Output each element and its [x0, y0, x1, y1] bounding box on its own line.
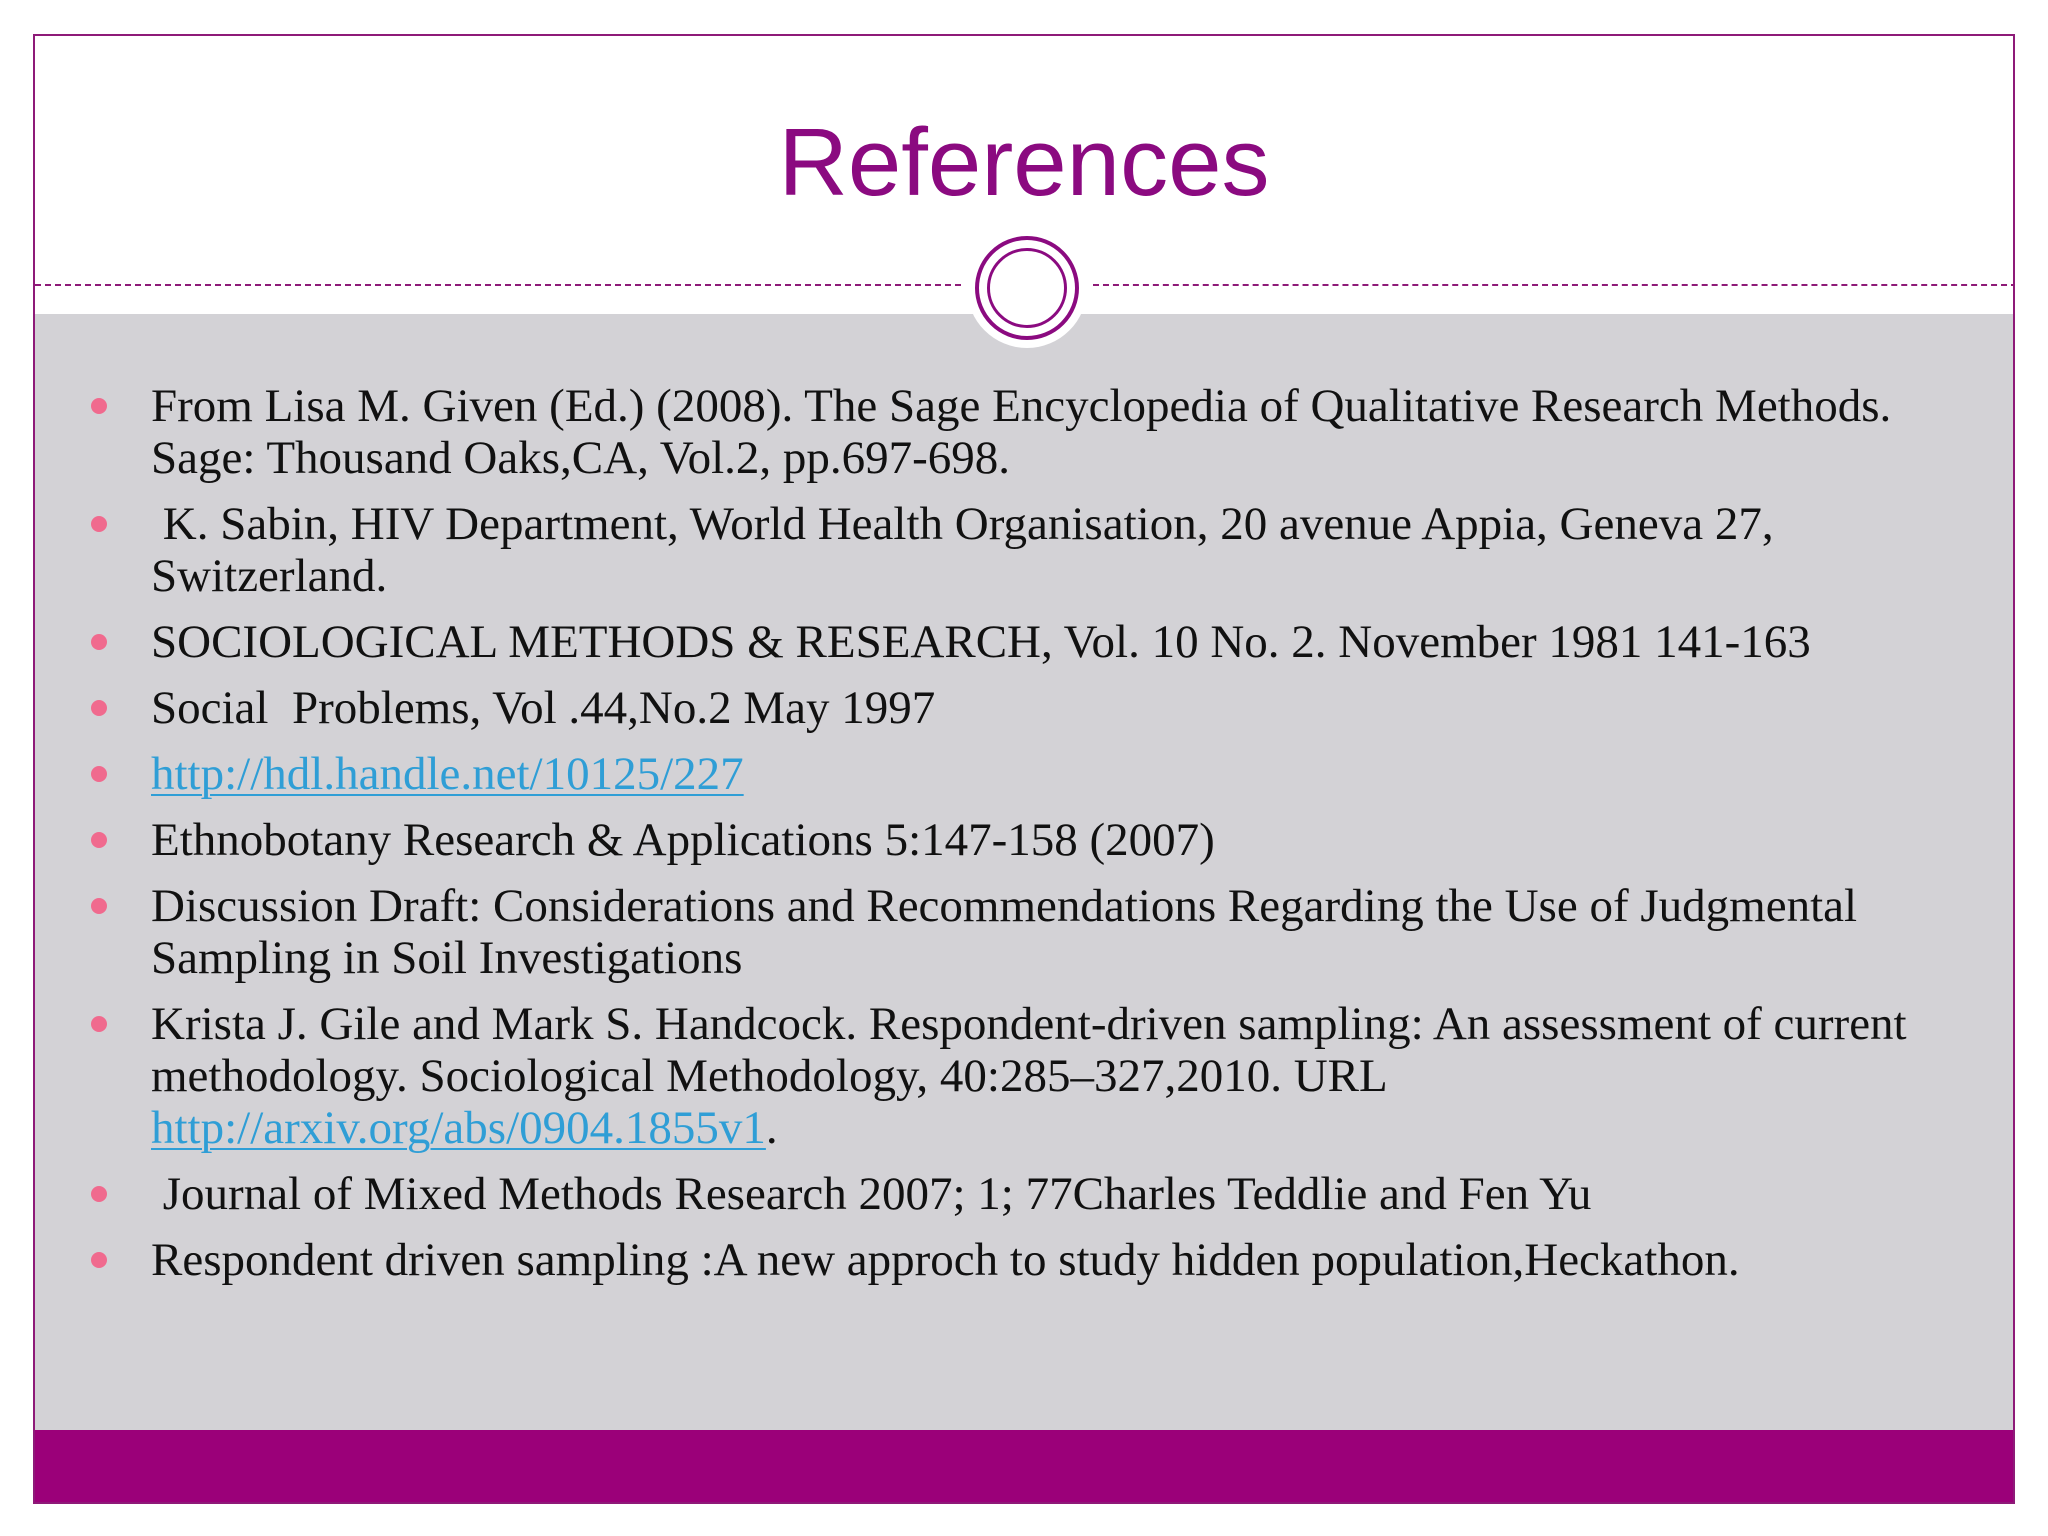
reference-text: SOCIOLOGICAL METHODS & RESEARCH, Vol. 10 No. 2. November 1981 141-163 — [151, 616, 1811, 668]
reference-item-5 — [35, 748, 1935, 800]
reference-item-7 — [35, 880, 1935, 984]
footer-bar — [35, 1430, 2013, 1502]
bullet-icon — [91, 832, 107, 848]
slide — [33, 34, 2015, 1504]
reference-item-10 — [35, 1234, 1935, 1286]
slide-title: References — [778, 109, 1270, 216]
reference-suffix: . — [765, 1102, 778, 1154]
reference-list — [35, 380, 1935, 1300]
bullet-icon — [91, 516, 107, 532]
bullet-icon — [91, 1186, 107, 1202]
reference-text: From Lisa M. Given (Ed.) (2008). The Sage Encyclopedia of Qualitative Research Methods. Sage: Thousand Oaks,CA, Vol.2, pp.697-698. — [151, 380, 1892, 484]
bullet-icon — [91, 1252, 107, 1268]
reference-item-8 — [35, 998, 1935, 1154]
title-divider-right — [1093, 284, 2015, 286]
reference-text: Discussion Draft: Considerations and Recommendations Regarding the Use of Judgmental Sampling in Soil Investigations — [151, 880, 1858, 984]
reference-item-6 — [35, 814, 1935, 866]
reference-text: Respondent driven sampling :A new approch to study hidden population,Heckathon. — [151, 1234, 1740, 1286]
bullet-icon — [91, 398, 107, 414]
bullet-icon — [91, 700, 107, 716]
reference-link-handle[interactable]: http://hdl.handle.net/10125/227 — [151, 748, 744, 800]
reference-item-4 — [35, 682, 1935, 734]
bullet-icon — [91, 1016, 107, 1032]
reference-text: Journal of Mixed Methods Research 2007; 1; 77Charles Teddlie and Fen Yu — [151, 1168, 1592, 1220]
reference-text: Ethnobotany Research & Applications 5:147-158 (2007) — [151, 814, 1215, 866]
divider-ornament-inner-ring — [987, 248, 1067, 328]
bullet-icon — [91, 898, 107, 914]
reference-item-9 — [35, 1168, 1935, 1220]
reference-item-2 — [35, 498, 1935, 602]
bullet-icon — [91, 766, 107, 782]
reference-item-3 — [35, 616, 1935, 668]
reference-text: K. Sabin, HIV Department, World Health Organisation, 20 avenue Appia, Geneva 27, Switzerland. — [151, 498, 1786, 602]
reference-item-1 — [35, 380, 1935, 484]
bullet-icon — [91, 634, 107, 650]
reference-text: Krista J. Gile and Mark S. Handcock. Respondent-driven sampling: An assessment of current methodology. Sociological Methodology, 40:285–327,2010. URL — [151, 998, 1907, 1102]
title-divider-left — [35, 284, 961, 286]
reference-link-arxiv[interactable]: http://arxiv.org/abs/0904.1855v1 — [151, 1102, 766, 1154]
reference-text: Social Problems, Vol .44,No.2 May 1997 — [151, 682, 936, 734]
